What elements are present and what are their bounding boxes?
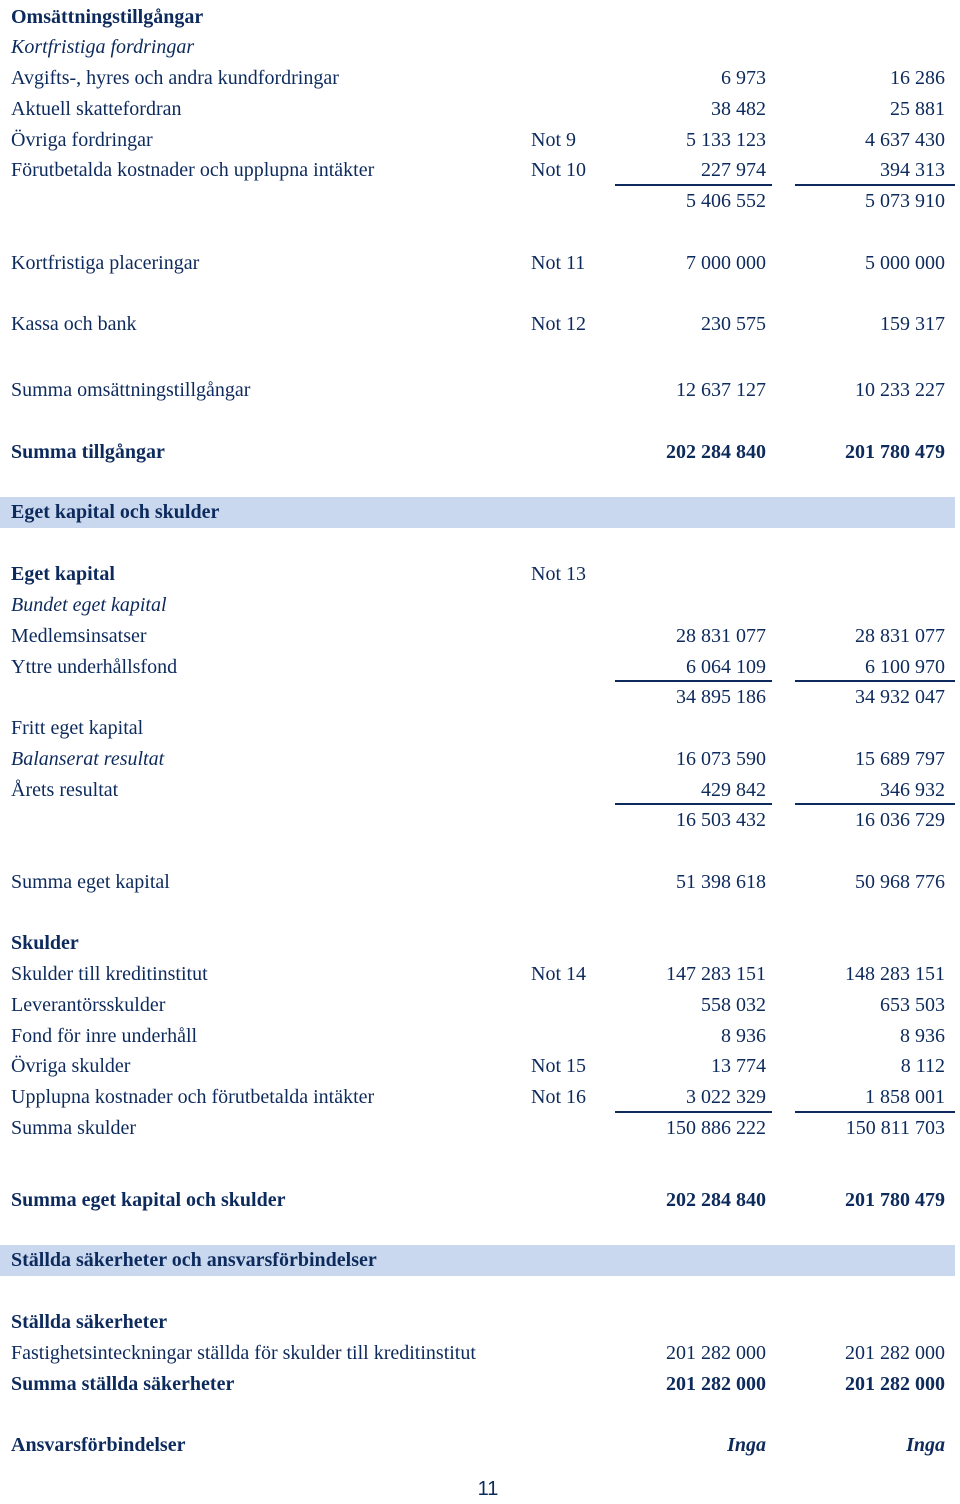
table-row bbox=[0, 775, 960, 806]
row-label: Ställda säkerheter bbox=[11, 1311, 168, 1333]
value-previous: 34 932 047 bbox=[855, 686, 945, 708]
row-label: Summa eget kapital bbox=[11, 871, 170, 893]
value-current: 429 842 bbox=[701, 779, 766, 801]
value-current: 147 283 151 bbox=[666, 963, 766, 985]
subtotal-row bbox=[0, 805, 960, 836]
value-current: 202 284 840 bbox=[666, 441, 766, 463]
value-previous: 201 282 000 bbox=[845, 1342, 945, 1364]
total-row bbox=[0, 1369, 960, 1400]
subtotal-row bbox=[0, 186, 960, 217]
value-current: 6 064 109 bbox=[686, 656, 766, 678]
value-current: 227 974 bbox=[701, 159, 766, 181]
note-ref: Not 11 bbox=[531, 252, 586, 274]
value-current: 7 000 000 bbox=[686, 252, 766, 274]
value-current: 6 973 bbox=[721, 67, 766, 89]
table-row bbox=[0, 155, 960, 186]
value-current: Inga bbox=[727, 1434, 766, 1456]
section-band bbox=[0, 497, 955, 528]
table-row bbox=[0, 309, 960, 340]
row-label: Summa tillgångar bbox=[11, 441, 165, 463]
row-label: Övriga skulder bbox=[11, 1055, 131, 1077]
note-ref: Not 16 bbox=[531, 1086, 586, 1108]
value-current: 558 032 bbox=[701, 994, 766, 1016]
row-label: Upplupna kostnader och förutbetalda intäkter bbox=[11, 1086, 375, 1108]
row-label: Summa eget kapital och skulder bbox=[11, 1189, 286, 1211]
row-label: Balanserat resultat bbox=[11, 748, 165, 770]
row-label: Kassa och bank bbox=[11, 313, 137, 335]
row-label: Ansvarsförbindelser bbox=[11, 1434, 186, 1456]
row-label: Fastighetsinteckningar ställda för skulder till kreditinstitut bbox=[11, 1342, 476, 1364]
subheading bbox=[0, 32, 960, 63]
note-ref: Not 13 bbox=[531, 563, 586, 585]
row-label: Förutbetalda kostnader och upplupna intäkter bbox=[11, 159, 375, 181]
row-label: Medlemsinsatser bbox=[11, 625, 147, 647]
section-title: Omsättningstillgångar bbox=[11, 6, 204, 28]
value-previous: 150 811 703 bbox=[845, 1117, 945, 1139]
row-label: Aktuell skattefordran bbox=[11, 98, 182, 120]
value-current: 16 073 590 bbox=[676, 748, 766, 770]
table-row bbox=[0, 867, 960, 898]
row-label: Fritt eget kapital bbox=[11, 717, 144, 739]
value-current: 28 831 077 bbox=[676, 625, 766, 647]
section-heading bbox=[0, 2, 960, 33]
subsection-heading bbox=[0, 1307, 960, 1338]
note-ref: Not 15 bbox=[531, 1055, 586, 1077]
value-previous: 201 780 479 bbox=[845, 1189, 945, 1211]
value-previous: 10 233 227 bbox=[855, 379, 945, 401]
table-row bbox=[0, 652, 960, 683]
subheading-label: Kortfristiga fordringar bbox=[11, 36, 195, 58]
value-previous: 5 000 000 bbox=[865, 252, 945, 274]
total-row bbox=[0, 1185, 960, 1216]
section-band-title: Eget kapital och skulder bbox=[11, 501, 220, 523]
value-previous: 15 689 797 bbox=[855, 748, 945, 770]
value-current: 8 936 bbox=[721, 1025, 766, 1047]
note-ref: Not 10 bbox=[531, 159, 586, 181]
subheading bbox=[0, 590, 960, 621]
value-previous: 8 936 bbox=[900, 1025, 945, 1047]
row-label: Årets resultat bbox=[11, 779, 119, 801]
row-label: Fond för inre underhåll bbox=[11, 1025, 198, 1047]
row-label: Bundet eget kapital bbox=[11, 594, 167, 616]
value-previous: 1 858 001 bbox=[865, 1086, 945, 1108]
value-previous: 28 831 077 bbox=[855, 625, 945, 647]
row-label: Summa skulder bbox=[11, 1117, 136, 1139]
value-current: 3 022 329 bbox=[686, 1086, 766, 1108]
value-current: 51 398 618 bbox=[676, 871, 766, 893]
row-label: Övriga fordringar bbox=[11, 129, 153, 151]
row-label: Avgifts-, hyres och andra kundfordringar bbox=[11, 67, 339, 89]
subsection-heading bbox=[0, 928, 960, 959]
row-label: Kortfristiga placeringar bbox=[11, 252, 200, 274]
value-previous: 6 100 970 bbox=[865, 656, 945, 678]
note-ref: Not 9 bbox=[531, 129, 576, 151]
value-current: 230 575 bbox=[701, 313, 766, 335]
value-previous: 8 112 bbox=[900, 1055, 945, 1077]
value-current: 5 133 123 bbox=[686, 129, 766, 151]
table-row bbox=[0, 125, 960, 156]
table-row bbox=[0, 63, 960, 94]
section-band-title: Ställda säkerheter och ansvarsförbindelser bbox=[11, 1249, 377, 1271]
table-row bbox=[0, 1021, 960, 1052]
table-row bbox=[0, 959, 960, 990]
value-current: 13 774 bbox=[711, 1055, 766, 1077]
subheading bbox=[0, 713, 960, 744]
value-current: 201 282 000 bbox=[666, 1342, 766, 1364]
total-row bbox=[0, 1430, 960, 1461]
page-number: 11 bbox=[477, 1478, 499, 1500]
total-row bbox=[0, 437, 960, 468]
value-current: 38 482 bbox=[711, 98, 766, 120]
subsection-heading bbox=[0, 559, 960, 590]
value-previous: 16 036 729 bbox=[855, 809, 945, 831]
row-label: Skulder bbox=[11, 932, 79, 954]
row-label: Skulder till kreditinstitut bbox=[11, 963, 208, 985]
section-band bbox=[0, 1245, 955, 1276]
value-current: 5 406 552 bbox=[686, 190, 766, 212]
value-previous: 394 313 bbox=[880, 159, 945, 181]
table-row bbox=[0, 621, 960, 652]
value-previous: 4 637 430 bbox=[865, 129, 945, 151]
value-previous: 159 317 bbox=[880, 313, 945, 335]
value-previous: 148 283 151 bbox=[845, 963, 945, 985]
table-row bbox=[0, 744, 960, 775]
table-row bbox=[0, 1082, 960, 1113]
value-previous: 50 968 776 bbox=[855, 871, 945, 893]
value-current: 34 895 186 bbox=[676, 686, 766, 708]
table-row bbox=[0, 990, 960, 1021]
value-previous: Inga bbox=[906, 1434, 945, 1456]
value-previous: 653 503 bbox=[880, 994, 945, 1016]
value-previous: 201 780 479 bbox=[845, 441, 945, 463]
row-label: Yttre underhållsfond bbox=[11, 656, 178, 678]
value-current: 202 284 840 bbox=[666, 1189, 766, 1211]
value-previous: 16 286 bbox=[890, 67, 945, 89]
note-ref: Not 12 bbox=[531, 313, 586, 335]
row-label: Summa ställda säkerheter bbox=[11, 1373, 235, 1395]
table-row bbox=[0, 248, 960, 279]
value-previous: 25 881 bbox=[890, 98, 945, 120]
value-previous: 201 282 000 bbox=[845, 1373, 945, 1395]
value-current: 150 886 222 bbox=[666, 1117, 766, 1139]
value-current: 12 637 127 bbox=[676, 379, 766, 401]
table-row bbox=[0, 1338, 960, 1369]
table-row bbox=[0, 94, 960, 125]
value-previous: 346 932 bbox=[880, 779, 945, 801]
subtotal-row bbox=[0, 682, 960, 713]
value-previous: 5 073 910 bbox=[865, 190, 945, 212]
table-row bbox=[0, 375, 960, 406]
subtotal-row bbox=[0, 1113, 960, 1144]
row-label: Eget kapital bbox=[11, 563, 115, 585]
row-label: Leverantörsskulder bbox=[11, 994, 166, 1016]
value-current: 201 282 000 bbox=[666, 1373, 766, 1395]
row-label: Summa omsättningstillgångar bbox=[11, 379, 251, 401]
note-ref: Not 14 bbox=[531, 963, 586, 985]
table-row bbox=[0, 1051, 960, 1082]
value-current: 16 503 432 bbox=[676, 809, 766, 831]
